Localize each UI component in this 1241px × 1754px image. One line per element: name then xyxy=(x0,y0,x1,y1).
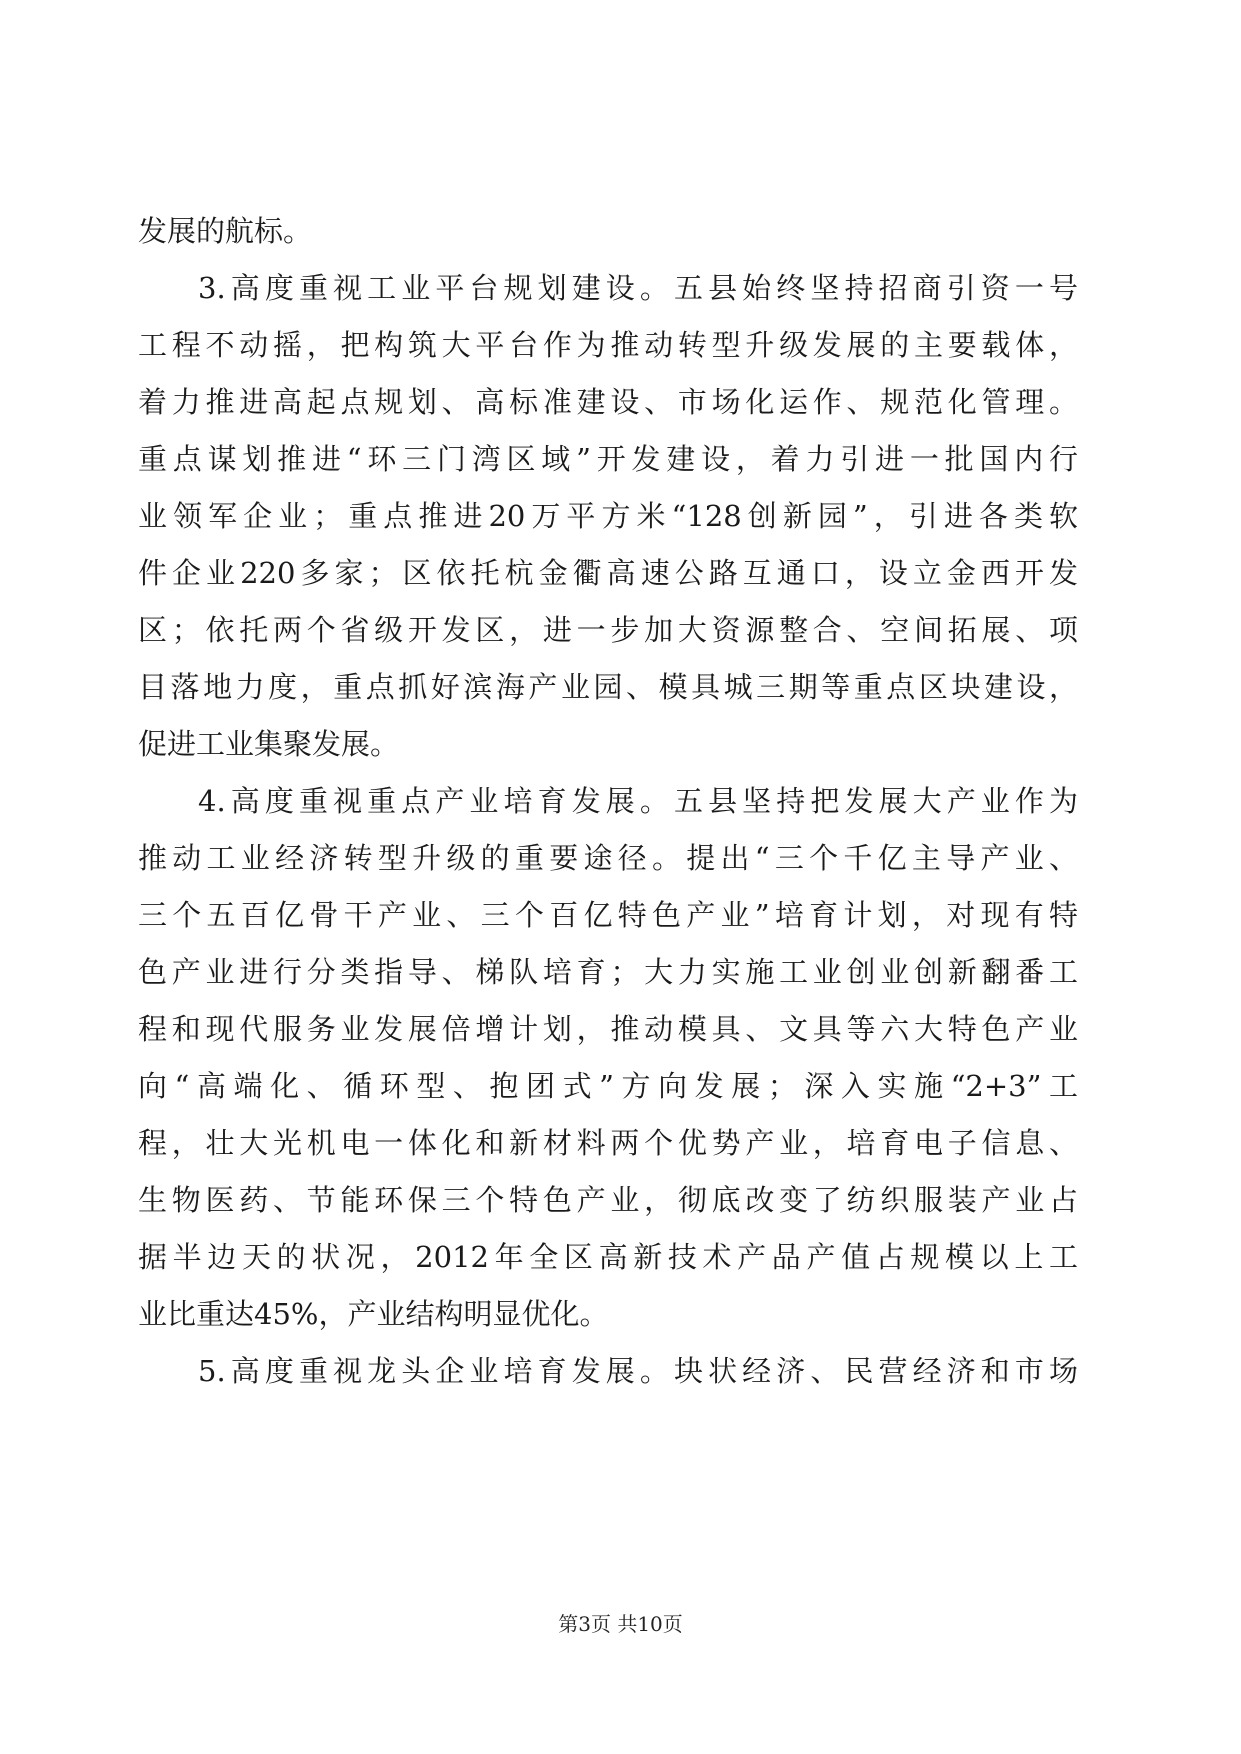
paragraph-line: 4.高度重视重点产业培育发展。五县坚持把发展大产业作为 xyxy=(198,784,1078,818)
paragraph-line: 色产业进行分类指导、梯队培育；大力实施工业创业创新翻番工 xyxy=(138,955,1078,989)
paragraph-line: 业领军企业；重点推进20万平方米“128创新园”，引进各类软 xyxy=(138,499,1078,533)
paragraph-line: 3.高度重视工业平台规划建设。五县始终坚持招商引资一号 xyxy=(198,271,1078,305)
paragraph-line: 目落地力度，重点抓好滨海产业园、模具城三期等重点区块建设， xyxy=(138,670,1078,704)
paragraph-line: 生物医药、节能环保三个特色产业，彻底改变了纺织服装产业占 xyxy=(138,1183,1078,1217)
paragraph-line: 重点谋划推进“环三门湾区域”开发建设，着力引进一批国内行 xyxy=(138,442,1078,476)
paragraph-line: 件企业220多家；区依托杭金衢高速公路互通口，设立金西开发 xyxy=(138,556,1078,590)
paragraph-line: 发展的航标。 xyxy=(138,214,313,248)
paragraph-line: 促进工业集聚发展。 xyxy=(138,727,400,761)
paragraph-line: 程和现代服务业发展倍增计划，推动模具、文具等六大特色产业 xyxy=(138,1012,1078,1046)
paragraph-line: 向“高端化、循环型、抱团式”方向发展；深入实施“2+3”工 xyxy=(138,1069,1078,1103)
paragraph-line: 据半边天的状况，2012年全区高新技术产品产值占规模以上工 xyxy=(138,1240,1078,1274)
paragraph-line: 推动工业经济转型升级的重要途径。提出“三个千亿主导产业、 xyxy=(138,841,1078,875)
paragraph-line: 5.高度重视龙头企业培育发展。块状经济、民营经济和市场 xyxy=(198,1354,1078,1388)
paragraph-line: 业比重达45%，产业结构明显优化。 xyxy=(138,1297,609,1331)
paragraph-line: 着力推进高起点规划、高标准建设、市场化运作、规范化管理。 xyxy=(138,385,1078,419)
paragraph-line: 程，壮大光机电一体化和新材料两个优势产业，培育电子信息、 xyxy=(138,1126,1078,1160)
paragraph-line: 三个五百亿骨干产业、三个百亿特色产业”培育计划，对现有特 xyxy=(138,898,1078,932)
page-number-footer: 第3页 共10页 xyxy=(558,1612,683,1636)
paragraph-line: 工程不动摇，把构筑大平台作为推动转型升级发展的主要载体， xyxy=(138,328,1078,362)
paragraph-line: 区；依托两个省级开发区，进一步加大资源整合、空间拓展、项 xyxy=(138,613,1078,647)
